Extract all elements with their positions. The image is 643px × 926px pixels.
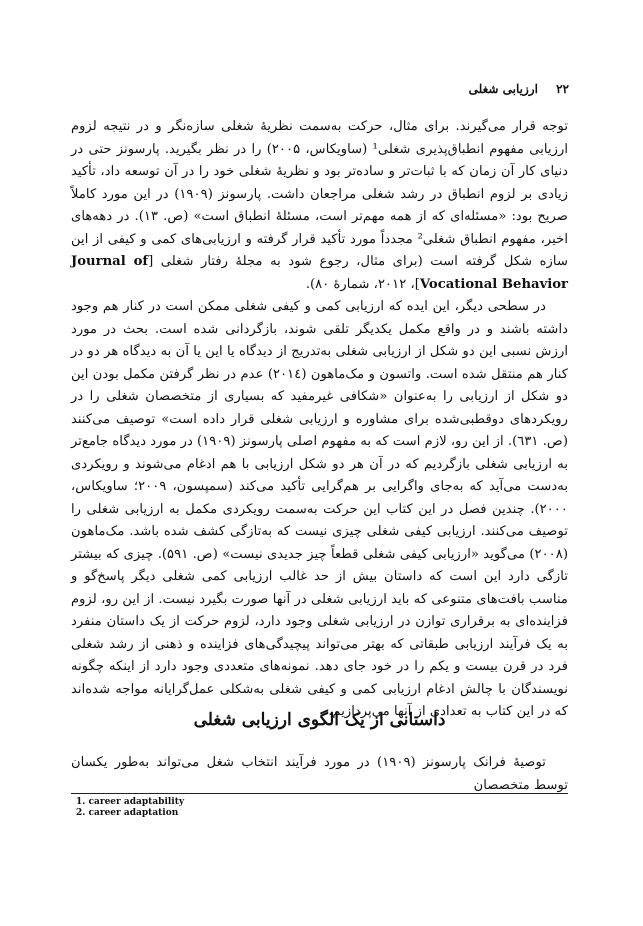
paragraph-1-text: توجه قرار می‌گیرند. برای مثال، حرکت به‌سمت نظریهٔ شغلی سازه‌نگر و در نتیجه لزوم ارزیابی مفهوم انطباق‌پذیری شغلی¹ (ساویکاس، ۲۰۰۵) را در نظر بگیرید. پارسونز حتی در دنیای کار آن زمان که با ثبات‌تر و ساده‌تر بود و نظریهٔ شغلی خود را در آن توسعه داد، تأکید زیادی بر لزوم انطباق در رشد شغلی مراجعان داشت. پارسونز (۱۹۰۹) در این مورد کاملاً صریح بود: «مسئله‌ای که از همه مهم‌تر است، مسئلهٔ انطباق است» (ص. ۱۳). در دهه‌های اخیر، مفهوم انطباق شغلی² مجدداً مورد تأکید قرار گرفته و ارزیابی‌های کمی و کیفی از این سازه شکل گرفته است (برای مثال، رجوع شود به مجلهٔ رفتار شغلی [ (71, 119, 569, 269)
paragraph-1 (71, 116, 568, 296)
footnote-divider (71, 793, 568, 794)
journal-name: Journal of Vocational Behavior (71, 254, 568, 292)
section-title: داستانی از یک الگوی ارزیابی شغلی (193, 710, 446, 730)
running-title: ارزیابی شغلی (468, 82, 538, 96)
page-header (469, 82, 569, 96)
paragraph-3: توصیهٔ فرانک پارسونز (۱۹۰۹) در مورد فرآیند انتخاب شغل می‌تواند به‌طور یکسان توسط متخصصان (71, 755, 568, 793)
page-number: ۲۲ (556, 82, 569, 96)
footnote-1: 1. career adaptability (76, 797, 185, 807)
body-text (71, 116, 568, 724)
body-text-continued (71, 752, 568, 797)
footnotes (76, 797, 184, 819)
paragraph-2: در سطحی دیگر، این ایده که ارزیابی کمی و کیفی شغلی ممکن است در کنار هم وجود داشته باشند و در واقع مکمل یکدیگر تلقی شوند، بازگردانی شده است. بحث در مورد ارزش نسبی این دو شکل از ارزیابی شغلی به‌تدریج از دیدگاه یا این یا آن به دیدگاه هر دو در کنار هم منتقل شده است. واتسون و مک‌ماهون (۲۰۱٤) عدم در نظر گرفتن مکمل بودن این دو شکل از ارزیابی را به‌عنوان «شکافی غیرمفید که بسیاری از متخصصان شغلی را در رویکردهای دوقطبی‌شده برای مشاوره و ارزیابی شغلی قرار داده است» توصیف می‌کنند (ص. ٦٣١). از این رو، لازم است که به مفهوم اصلی پارسونز (۱۹۰۹) در مورد دیدگاه جامع‌تر به ارزیابی شغلی بازگردیم که در آن هر دو شکل ارزیابی با هم ادغام می‌شوند و رویکردی به‌دست می‌آید که به‌جای واگرایی بر هم‌گرایی تأکید می‌کند (سمپسون، ۲۰۰۹؛ ساویکاس، ۲۰۰۰). چندین فصل در این کتاب این حرکت به‌سمت رویکردی مکمل به ارزیابی شغلی را توصیف می‌کنند. ارزیابی کیفی شغلی چیزی نیست که به‌تازگی کشف شده باشد. مک‌ماهون (۲۰۰۸) می‌گوید «ارزیابی کیفی شغلی قطعاً چیز جدیدی نیست» (ص. ۵۹۱). چیزی که بیشتر تازگی دارد این است که داستان بیش از حد غالب ارزیابی کمی شغلی دیگر پاسخ‌گو و مناسب بافت‌های متنوعی که باید ارزیابی شغلی در آنها صورت بگیرد نیست. از این رو، لزوم فزاینده‌ای به برقراری توازن در ارزیابی شغلی وجود دارد، لزوم حرکت از یک داستان منفرد به یک فرآیند ارزیابی طبقاتی که بهتر می‌تواند پیچیدگی‌های فزاینده و ذهنی از رشد شغلی فرد در قرن بیست و یکم را در خود جای دهد. نمونه‌های متعددی وجود دارد از اینکه چگونه نویسندگان با چالش ادغام ارزیابی کمی و کیفی شغلی به‌شکلی عمل‌گرایانه مواجه شده‌اند که در این کتاب به تعدادی از آنها می‌پردازیم. (71, 299, 568, 719)
paragraph-1-tail: ]، ۲۰۱۲، شمارهٔ ۸۰). (305, 276, 420, 292)
footnote-2: 2. career adaptation (76, 808, 179, 818)
